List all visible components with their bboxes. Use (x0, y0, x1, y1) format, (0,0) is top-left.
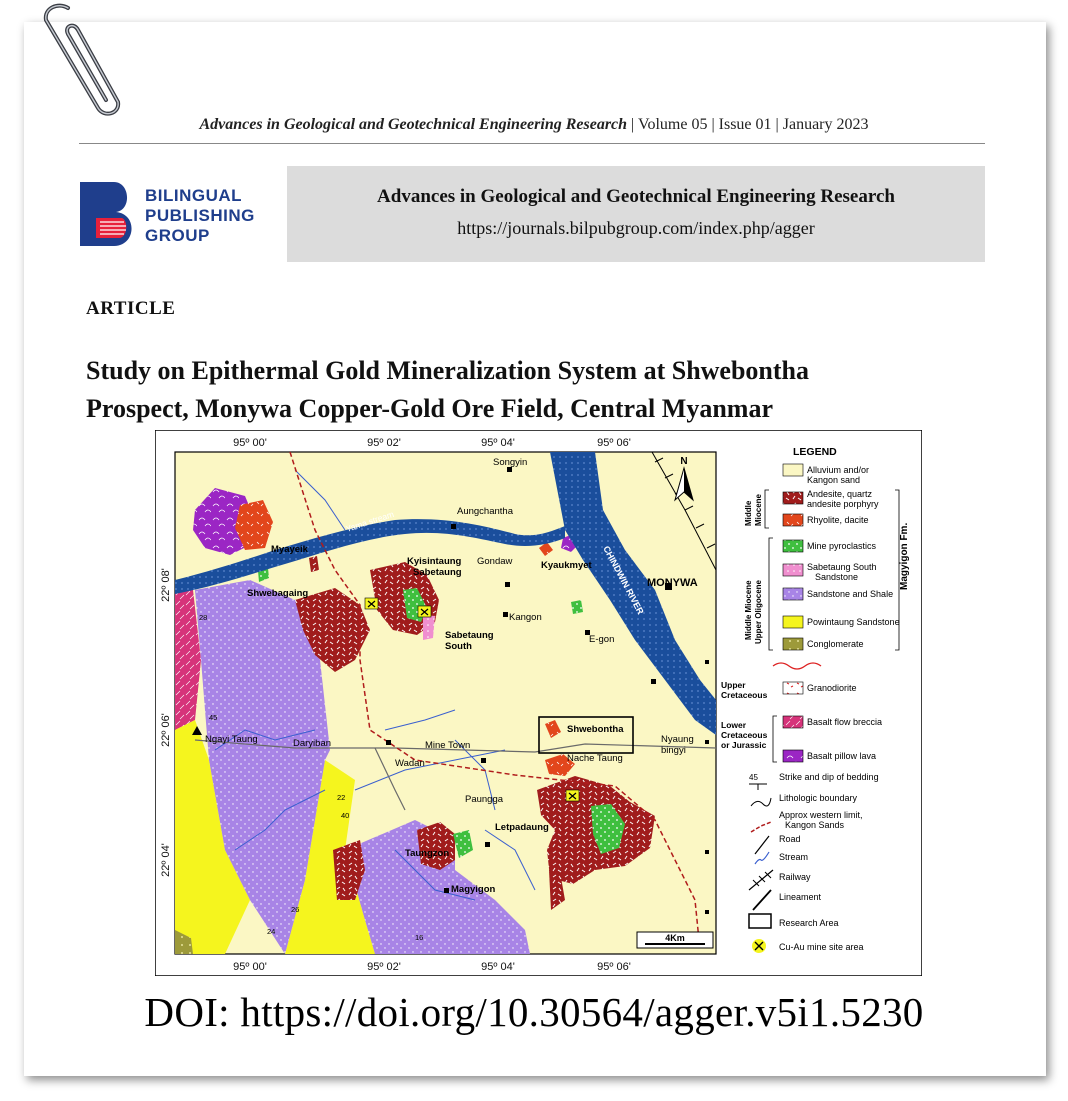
geological-map (155, 430, 922, 976)
lon-tick-top-2: 95º 02' (367, 437, 401, 449)
legend-stream: Stream (779, 852, 809, 862)
label-letpadaung: Letpadaung (495, 822, 549, 833)
label-chindwin-river: CHINDWIN RIVER (601, 544, 646, 617)
label-kyisintaung: Kyisintaung (407, 556, 462, 567)
label-daryiban: Daryiban (293, 738, 332, 749)
svg-text:4Km: 4Km (665, 933, 685, 943)
legend-conglomerate: Conglomerate (807, 639, 864, 649)
label-aungchantha: Aungchantha (457, 506, 513, 517)
issue-info: | Volume 05 | Issue 01 | January 2023 (627, 116, 869, 133)
label-kangon: Kangon (509, 612, 542, 623)
legend-lithologic: Lithologic boundary (779, 793, 858, 803)
legend-title: LEGEND (793, 446, 837, 458)
label-mine-town: Mine Town (425, 740, 471, 751)
banner-title: Advances in Geological and Geotechnical Engineering Research (377, 186, 895, 207)
journal-name: Advances in Geological and Geotechnical Engineering Research (199, 116, 628, 133)
article-title (86, 352, 986, 428)
publisher-line2: PUBLISHING (145, 206, 255, 225)
legend-alluvium-1: Alluvium and/or (807, 465, 870, 475)
legend-research-area: Research Area (779, 918, 839, 928)
svg-text:N: N (680, 456, 688, 467)
title-line1: Study on Epithermal Gold Mineralization System at Shwebontha (86, 356, 810, 385)
doi-link[interactable]: DOI: https://doi.org/10.30564/agger.v5i1.5230 (144, 989, 924, 1035)
label-myayeik: Myayeik (271, 544, 308, 555)
label-gondaw: Gondaw (477, 556, 513, 567)
label-paungga: Paungga (465, 794, 504, 805)
legend-era-mm-a: Middle (744, 500, 753, 526)
legend-basalt-breccia: Basalt flow breccia (807, 717, 883, 727)
legend-granodiorite: Granodiorite (807, 683, 857, 693)
scale-bar (637, 932, 713, 948)
lon-tick-bottom-3: 95º 04' (481, 961, 515, 973)
legend-era-mmuo-b: Upper Oligocene (754, 579, 763, 644)
legend-sabetaung-1: Sabetaung South (807, 562, 877, 572)
legend-era-lc-a: Lower (721, 720, 747, 730)
legend-era-uc-a: Upper (721, 680, 746, 690)
label-nyaung-1: Nyaung (661, 734, 694, 745)
legend-era-lc-b: Cretaceous (721, 730, 768, 740)
legend-approx-1: Approx western limit, (779, 810, 863, 820)
legend-railway: Railway (779, 872, 811, 882)
publisher-line3: GROUP (145, 226, 210, 245)
legend-era-mm-b: Miocene (754, 493, 763, 526)
legend-basalt-pillow: Basalt pillow lava (807, 751, 877, 761)
svg-text:22: 22 (337, 793, 346, 802)
label-yama-stream: Yama stream (344, 508, 396, 534)
title-line2: Prospect, Monywa Copper-Gold Ore Field, Central Myanmar (86, 394, 773, 423)
legend-strike-dip: Strike and dip of bedding (779, 772, 879, 782)
lon-tick-top-3: 95º 04' (481, 437, 515, 449)
legend-andesite-1: Andesite, quartz (807, 489, 873, 499)
lon-tick-bottom-2: 95º 02' (367, 961, 401, 973)
lon-tick-bottom-1: 95º 00' (233, 961, 267, 973)
label-kyaukmyet: Kyaukmyet (541, 560, 592, 571)
label-magyigon: Magyigon (451, 884, 496, 895)
label-monywa: MONYWA (647, 577, 698, 589)
label-sabetaung: Sabetaung (413, 567, 462, 578)
lon-tick-bottom-4: 95º 06' (597, 961, 631, 973)
legend-era-uc-b: Cretaceous (721, 690, 768, 700)
legend-era-lc-c: or Jurassic (721, 740, 767, 750)
label-ngayi-taung: Ngayi Taung (205, 734, 258, 745)
legend-sandstone-shale: Sandstone and Shale (807, 589, 894, 599)
article-type: ARTICLE (86, 298, 176, 319)
label-sabetaung-south-1: Sabetaung (445, 630, 494, 641)
legend-alluvium-2: Kangon sand (807, 475, 861, 485)
svg-text:24: 24 (267, 927, 276, 936)
label-sabetaung-south-2: South (445, 641, 472, 652)
banner-url[interactable]: https://journals.bilpubgroup.com/index.php/agger (457, 218, 815, 238)
lat-tick-3: 22º 04' (160, 843, 172, 877)
legend-magyigon-fm: Magyigon Fm. (899, 522, 910, 590)
svg-text:28: 28 (199, 613, 208, 622)
legend-rhyolite: Rhyolite, dacite (807, 515, 869, 525)
svg-text:45: 45 (209, 713, 218, 722)
paperclip-icon (28, 0, 138, 125)
svg-text:26: 26 (291, 905, 300, 914)
legend-powintaung: Powintaung Sandstone (807, 617, 900, 627)
lon-tick-top-1: 95º 00' (233, 437, 267, 449)
label-shwebagaing: Shwebagaing (247, 588, 309, 599)
legend-andesite-2: andesite porphyry (807, 499, 879, 509)
header-rule (79, 143, 985, 144)
legend-mine-site: Cu-Au mine site area (779, 942, 864, 952)
legend-sabetaung-2: Sandstone (815, 572, 859, 582)
label-shwebontha: Shwebontha (567, 724, 624, 735)
legend-approx-2: Kangon Sands (785, 820, 845, 830)
legend-lineament: Lineament (779, 892, 822, 902)
running-header (0, 116, 1068, 134)
legend-road: Road (779, 834, 801, 844)
label-songyin: Songyin (493, 457, 528, 468)
lat-tick-2: 22º 06' (160, 713, 172, 747)
journal-banner (287, 166, 985, 262)
legend-era-mmuo-a: Middle Miocene (744, 580, 753, 640)
publisher-line1: BILINGUAL (145, 186, 243, 205)
legend-dip-sample: 45 (749, 773, 758, 782)
publisher-name (145, 186, 255, 246)
label-egon: E-gon (589, 634, 615, 645)
label-nache-taung: Nache Taung (567, 753, 623, 764)
label-nyaung-2: bingyi (661, 745, 686, 756)
label-wadan: Wadan (395, 758, 425, 769)
label-taungzon: Taungzon (405, 848, 450, 859)
legend-pyroclastics: Mine pyroclastics (807, 541, 877, 551)
lon-tick-top-4: 95º 06' (597, 437, 631, 449)
lat-tick-1: 22º 08' (160, 568, 172, 602)
svg-text:40: 40 (341, 811, 350, 820)
svg-text:16: 16 (415, 933, 424, 942)
